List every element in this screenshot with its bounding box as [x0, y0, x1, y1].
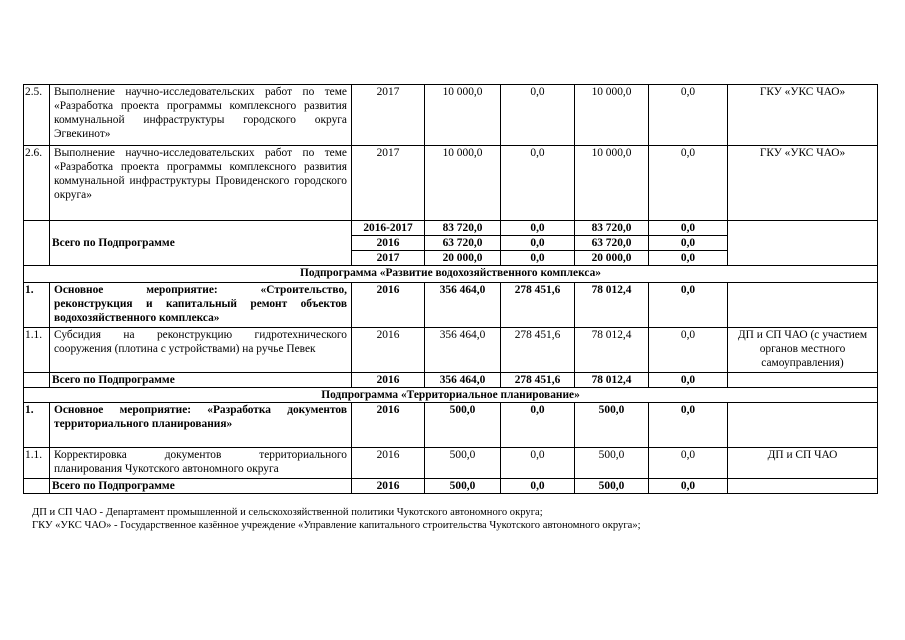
activity-name: Выполнение научно-исследовательских работ по теме «Разработка проекта программы комплексного развития коммунальной инфраструктуры городского округа Эгвекинот» [50, 85, 352, 146]
executor-cell: ДП и СП ЧАО [728, 448, 878, 479]
amount-cell: 0,0 [649, 328, 728, 373]
executor-cell [728, 283, 878, 328]
amount-cell: 0,0 [501, 146, 575, 221]
amount-cell: 78 012,4 [575, 283, 649, 328]
table-row [24, 479, 878, 494]
amount-cell: 0,0 [649, 448, 728, 479]
total-cell: 20 000,0 [425, 251, 501, 266]
amount-cell: 0,0 [501, 236, 575, 251]
year-cell: 2017 [352, 146, 425, 221]
amount-cell: 10 000,0 [575, 85, 649, 146]
subprogram-total-label: Всего по Подпрограмме [50, 221, 352, 266]
amount-cell: 63 720,0 [575, 236, 649, 251]
row-number: 2.5. [24, 85, 50, 146]
row-number: 2.6. [24, 146, 50, 221]
program-table [23, 84, 878, 494]
amount-cell: 78 012,4 [575, 373, 649, 388]
amount-cell: 10 000,0 [575, 146, 649, 221]
row-number [24, 221, 50, 266]
amount-cell: 78 012,4 [575, 328, 649, 373]
activity-name: Выполнение научно-исследовательских работ по теме «Разработка проекта программы комплексного развития коммунальной инфраструктуры Провиденского городского округа» [50, 146, 352, 221]
activity-name: Основное мероприятие: «Строительство, реконструкция и капитальный ремонт объектов водохозяйственного комплекса» [50, 283, 352, 328]
amount-cell: 0,0 [649, 146, 728, 221]
amount-cell: 0,0 [501, 221, 575, 236]
amount-cell: 0,0 [501, 448, 575, 479]
executor-cell [728, 479, 878, 494]
row-number: 1. [24, 283, 50, 328]
footnote: ГКУ «УКС ЧАО» - Государственное казённое учреждение «Управление капитального строительства Чукотского автономного округа»; [32, 520, 641, 531]
amount-cell: 0,0 [649, 221, 728, 236]
subprogram-title: Подпрограмма «Территориальное планирование» [24, 388, 878, 403]
activity-name: Основное мероприятие: «Разработка документов территориального планирования» [50, 403, 352, 448]
row-number [24, 479, 50, 494]
amount-cell: 0,0 [501, 85, 575, 146]
amount-cell: 0,0 [649, 283, 728, 328]
amount-cell: 0,0 [649, 85, 728, 146]
amount-cell: 500,0 [575, 448, 649, 479]
executor-cell: ГКУ «УКС ЧАО» [728, 146, 878, 221]
total-cell: 356 464,0 [425, 373, 501, 388]
year-cell: 2016-2017 [352, 221, 425, 236]
row-number: 1.1. [24, 448, 50, 479]
row-number: 1. [24, 403, 50, 448]
year-cell: 2016 [352, 373, 425, 388]
year-cell: 2016 [352, 236, 425, 251]
year-cell: 2016 [352, 328, 425, 373]
total-cell: 83 720,0 [425, 221, 501, 236]
amount-cell: 0,0 [649, 479, 728, 494]
table-row [24, 403, 878, 448]
activity-name: Корректировка документов территориального планирования Чукотского автономного округа [50, 448, 352, 479]
subprogram-header-row [24, 388, 878, 403]
footnote: ДП и СП ЧАО - Департамент промышленной и сельскохозяйственной политики Чукотского автономного округа; [32, 507, 543, 518]
amount-cell: 278 451,6 [501, 283, 575, 328]
total-cell: 500,0 [425, 479, 501, 494]
subprogram-total-label: Всего по Подпрограмме [50, 479, 352, 494]
total-cell: 500,0 [425, 403, 501, 448]
table-row [24, 221, 878, 236]
amount-cell: 0,0 [501, 479, 575, 494]
amount-cell: 278 451,6 [501, 373, 575, 388]
table-row [24, 448, 878, 479]
executor-cell [728, 373, 878, 388]
amount-cell: 0,0 [649, 236, 728, 251]
table-row [24, 283, 878, 328]
row-number [24, 373, 50, 388]
year-cell: 2017 [352, 85, 425, 146]
amount-cell: 0,0 [501, 251, 575, 266]
amount-cell: 0,0 [501, 403, 575, 448]
year-cell: 2016 [352, 283, 425, 328]
year-cell: 2016 [352, 479, 425, 494]
subprogram-total-label: Всего по Подпрограмме [50, 373, 352, 388]
table-row [24, 328, 878, 373]
amount-cell: 83 720,0 [575, 221, 649, 236]
executor-cell: ГКУ «УКС ЧАО» [728, 85, 878, 146]
total-cell: 356 464,0 [425, 283, 501, 328]
subprogram-header-row [24, 266, 878, 283]
table-row [24, 146, 878, 221]
total-cell: 500,0 [425, 448, 501, 479]
total-cell: 63 720,0 [425, 236, 501, 251]
total-cell: 356 464,0 [425, 328, 501, 373]
executor-cell: ДП и СП ЧАО (с участием органов местного самоуправления) [728, 328, 878, 373]
amount-cell: 20 000,0 [575, 251, 649, 266]
total-cell: 10 000,0 [425, 85, 501, 146]
year-cell: 2016 [352, 403, 425, 448]
amount-cell: 500,0 [575, 479, 649, 494]
year-cell: 2016 [352, 448, 425, 479]
total-cell: 10 000,0 [425, 146, 501, 221]
amount-cell: 500,0 [575, 403, 649, 448]
amount-cell: 278 451,6 [501, 328, 575, 373]
table-row [24, 373, 878, 388]
subprogram-title: Подпрограмма «Развитие водохозяйственного комплекса» [24, 266, 878, 283]
footnotes [32, 506, 641, 532]
amount-cell: 0,0 [649, 251, 728, 266]
amount-cell: 0,0 [649, 403, 728, 448]
executor-cell [728, 221, 878, 266]
table-row [24, 85, 878, 146]
amount-cell: 0,0 [649, 373, 728, 388]
executor-cell [728, 403, 878, 448]
year-cell: 2017 [352, 251, 425, 266]
row-number: 1.1. [24, 328, 50, 373]
activity-name: Субсидия на реконструкцию гидротехнического сооружения (плотина с устройствами) на ручье Певек [50, 328, 352, 373]
